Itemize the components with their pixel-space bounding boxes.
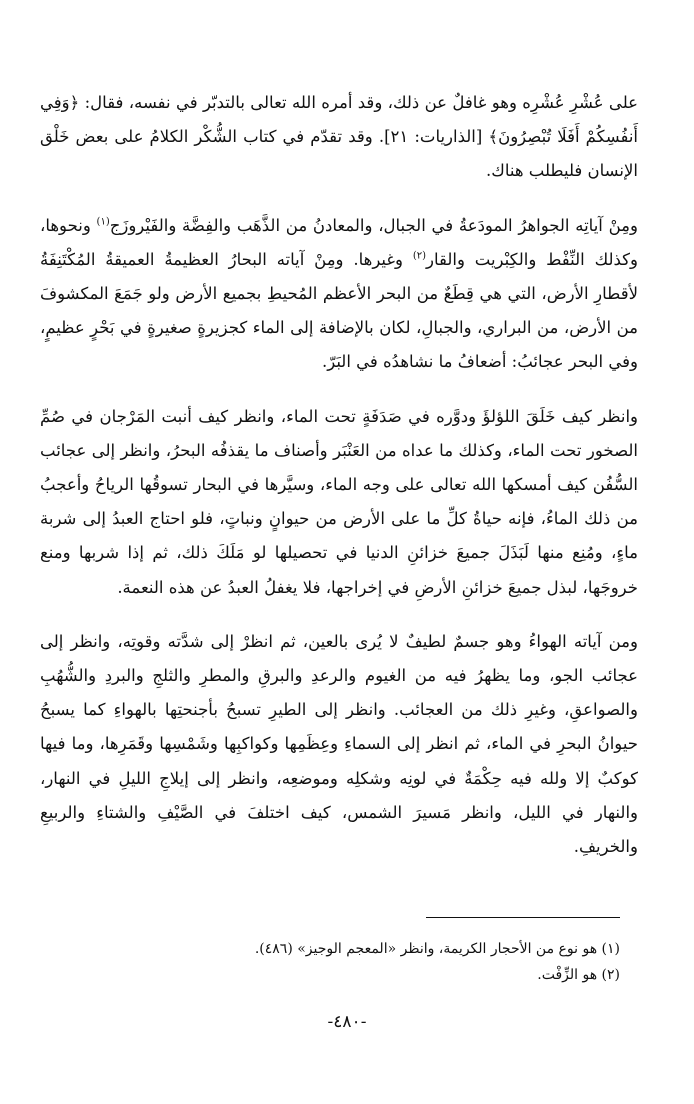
footnotes — [40, 936, 620, 988]
paragraph-1: على عُشْرِ عُشْرِه وهو غافلٌ عن ذلك، وقد أمره الله تعالى بالتدبّر في نفسه، فقال: ﴿وَفِي أَنفُسِكُمْ أَفَلَا تُبْصِرُونَ﴾ [الذاريات: ٢١]. وقد تقدّم في كتاب الشُّكْر الكلامُ على بعض خَلْق الإنسان فليطلب هناك. — [40, 93, 639, 181]
paragraph-3: وانظر كيف خَلَقَ اللؤلؤَ ودوَّره في صَدَفَةٍ تحت الماء، وانظر كيف أنبت المَرْجان في صُمِّ الصخور تحت الماء، وكذلك ما عداه من العَنْبَر وأصناف ما يقذفُه البحرُ، وانظر إلى عجائب السُّفُن كيف أمسكها الله تعالى على وجه الماء، وسيَّرها في البحار تسوقُها الرياحُ وأعجبُ من ذلك الماءُ، فإنه حياةُ كلِّ ما على الأرض من حيوانٍ ونباتٍ، فلو احتاج العبدُ إلى شربة ماءٍ، ومُنِع منها لَبَذَلَ جميعَ خزائنِ الدنيا في تحصيلها لو مَلَكَ ذلك، ثم إذا شربها ومنع خروجَها، لبذل جميعَ خزائنِ الأرضِ في إخراجها، فلا يغفلُ العبدُ عن هذه النعمة. — [40, 406, 638, 597]
footnote-divider — [426, 917, 620, 918]
footnote-1: (١) هو نوع من الأحجار الكريمة، وانظر «المعجم الوجيز» (٤٨٦). — [254, 941, 620, 957]
paragraph-2-part-2: ونحوها، وكذلك النِّفْط والكِبْريت والقار — [40, 215, 638, 269]
paragraph-2-part-1: ومِنْ آياتِه الجواهرُ المودَعةُ في الجبال، والمعادنُ من الذَّهَب والفِضَّة والفَيْروزَج — [109, 215, 638, 235]
footnote-ref-1: (١) — [96, 216, 110, 228]
paragraph-2 — [40, 209, 638, 380]
paragraph-4: ومن آياته الهواءُ وهو جسمٌ لطيفٌ لا يُرى بالعين، ثم انظرْ إلى شدَّته وقوتِه، وانظر إلى عجائب الجو، وما يظهرُ فيه من الغيوم والرعدِ والبرقِ والمطرِ والثلجِ والبردِ والشُّهُبِ والصواعقِ، وغيرِ ذلك من العجائب. وانظر إلى الطيرِ تسبحُ بأجنحتِها بالهواءِ كما يسبحُ حيوانُ البحرِ في الماء، ثم انظر إلى السماءِ وعِظَمِها وكواكبِها وشَمْسِها وقَمَرِها، وما فيها كوكبٌ إلا ولله فيه حِكْمَةٌ في لونِه وشكلِه وموضعِه، وانظر إلى إيلاجِ الليلِ في النهار، والنهار في الليل، وانظر مَسيرَ الشمس، كيف اختلفَ في الصَّيْفِ والشتاءِ والربيعِ والخريفِ. — [40, 631, 638, 857]
page-number: -٤٨٠- — [327, 1012, 367, 1032]
paragraph-2-part-3: وغيرها. ومِنْ آياته البحارُ العظيمةُ العميقةُ المُكْتَنِفَةُ لأقطارِ الأرض، التي هي قِطَعٌ من البحر الأعظم المُحيطِ بجميع الأرض ولو جَمَعَ المكشوفَ من الأرض، من البراري، والجبالِ، لكان بالإضافة إلى الماء كجزيرةٍ صغيرةٍ في بَحْرٍ عظيمٍ، وفي البحر عجائبُ: أضعافُ ما نشاهدُه في البَرّ. — [40, 249, 638, 372]
footnote-2: (٢) هو الزِّفْت. — [537, 967, 620, 983]
main-text — [40, 86, 638, 884]
footnote-ref-2: (٢) — [412, 250, 427, 262]
